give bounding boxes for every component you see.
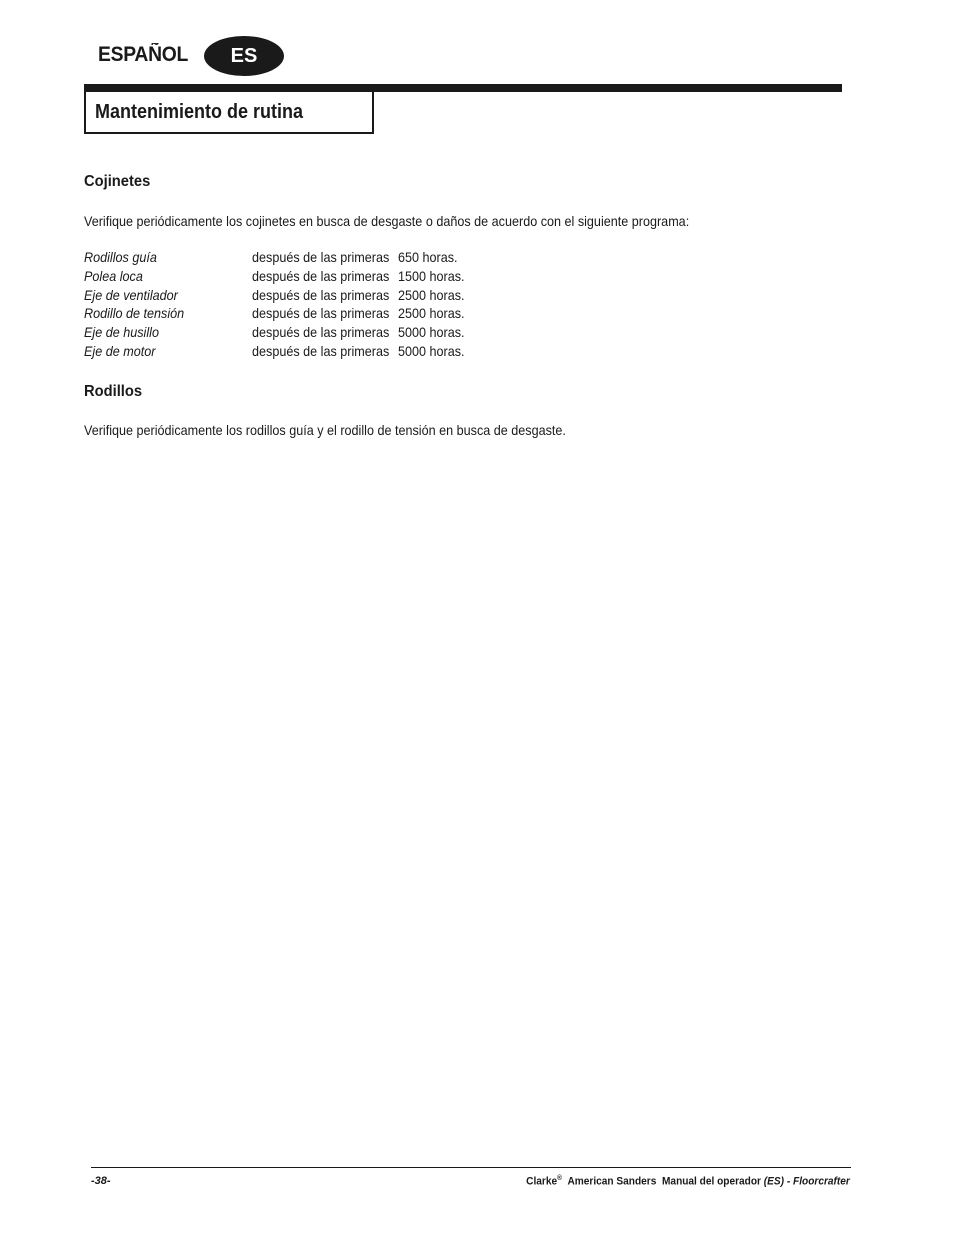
footer-brand: Clarke xyxy=(526,1175,558,1188)
schedule-when: después de las primeras xyxy=(252,267,390,284)
footer-rule xyxy=(91,1167,851,1168)
page-number: -38- xyxy=(91,1175,111,1187)
footer-manual-title xyxy=(526,1175,850,1188)
schedule-part: Rodillo de tensión xyxy=(84,305,185,322)
schedule-part: Polea loca xyxy=(84,267,143,284)
registered-mark: ® xyxy=(557,1175,563,1182)
schedule-part: Rodillos guía xyxy=(84,249,157,265)
schedule-when: después de las primeras xyxy=(252,286,390,303)
schedule-hours: 650 horas. xyxy=(398,249,458,265)
language-label: ESPAÑOL xyxy=(98,43,189,66)
bearings-heading: Cojinetes xyxy=(84,173,151,190)
footer-language: (ES) - Floorcrafter xyxy=(763,1175,850,1188)
schedule-part: Eje de ventilador xyxy=(84,286,178,303)
language-badge: ES xyxy=(204,36,284,76)
rollers-heading: Rodillos xyxy=(84,383,143,400)
schedule-hours: 2500 horas. xyxy=(398,305,465,322)
schedule-hours: 2500 horas. xyxy=(398,286,465,303)
section-title: Mantenimiento de rutina xyxy=(95,101,304,123)
schedule-part: Eje de motor xyxy=(84,342,156,359)
footer-company: American Sanders xyxy=(567,1175,657,1188)
schedule-hours: 1500 horas. xyxy=(398,267,465,284)
footer-manual: Manual del operador xyxy=(662,1175,762,1188)
schedule-hours: 5000 horas. xyxy=(398,324,465,341)
rollers-text: Verifique periódicamente los rodillos guía y el rodillo de tensión en busca de desgaste. xyxy=(84,422,566,438)
schedule-when: después de las primeras xyxy=(252,305,390,322)
schedule-when: después de las primeras xyxy=(252,249,390,265)
bearings-intro: Verifique periódicamente los cojinetes en busca de desgaste o daños de acuerdo con el siguiente programa: xyxy=(84,213,690,229)
schedule-hours: 5000 horas. xyxy=(398,342,465,359)
schedule-when: después de las primeras xyxy=(252,342,390,359)
schedule-part: Eje de husillo xyxy=(84,324,159,341)
schedule-when: después de las primeras xyxy=(252,324,390,341)
